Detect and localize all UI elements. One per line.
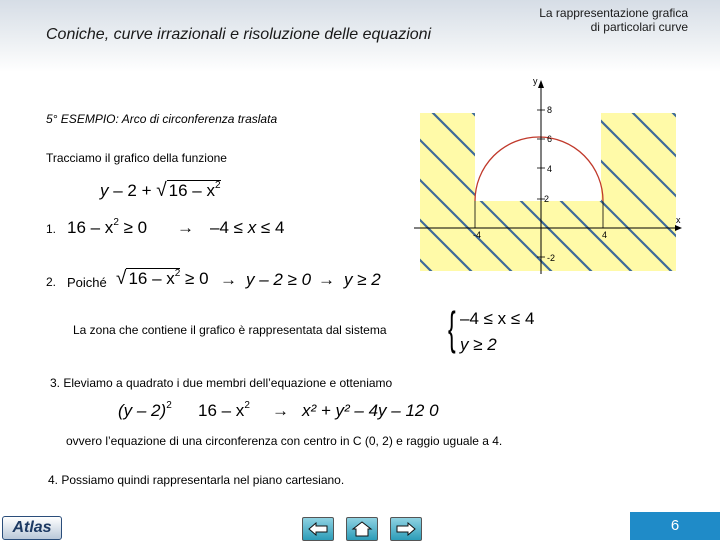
- subtitle-line-1: La rappresentazione grafica: [539, 6, 688, 20]
- atlas-logo: Atlas: [2, 516, 62, 540]
- step3-arrow: →: [272, 401, 289, 420]
- step3-text: 3. Eleviamo a quadrato i due membri dell’equazione e otteniamo: [50, 376, 393, 390]
- step1-number: 1.: [46, 222, 57, 236]
- y-tick-8: 8: [547, 105, 553, 115]
- y-axis-arrow: [538, 80, 544, 88]
- y-axis-label: y: [533, 76, 538, 86]
- step2-expression: y – 2 ≥ 0: [246, 270, 312, 289]
- step3-explanation: ovvero l’equazione di una circonferenza con centro in C (0, 2) e raggio uguale a 4.: [66, 434, 503, 448]
- y-tick-2: 2: [544, 194, 550, 204]
- y-tick-6: 6: [547, 134, 553, 144]
- example-title: 5° ESEMPIO: Arco di circonferenza traslata: [46, 112, 278, 126]
- step1-result: –4 ≤ x ≤ 4: [210, 218, 285, 237]
- x-axis-arrow: [675, 225, 682, 231]
- x-axis-label: x: [676, 215, 681, 225]
- arrow-left-icon: [307, 522, 329, 536]
- system-text: La zona che contiene il grafico è rappresentata dal sistema: [73, 323, 387, 337]
- step2-arrow-1: →: [220, 270, 237, 289]
- step4-text: 4. Possiamo quindi rappresentarla nel piano cartesiano.: [48, 473, 345, 487]
- next-button[interactable]: [390, 517, 422, 541]
- subtitle-line-2: di particolari curve: [590, 20, 688, 34]
- step2-word: Poiché: [67, 275, 107, 290]
- step1-inequality: $16 - x^2 \ge 0$: [67, 217, 148, 237]
- step2-inequality: √ $16 - x^2 \ge 0$: [116, 268, 209, 289]
- system-line-1: –4 ≤ x ≤ 4: [460, 309, 535, 328]
- step3-lhs: (y – 2)$^2$: [118, 400, 172, 420]
- function-equation: y – 2 + √ $16 - x^2$: [100, 180, 221, 201]
- system-line-2: y ≥ 2: [460, 335, 497, 354]
- step2-result: y ≥ 2: [344, 270, 381, 289]
- hatch-line: [220, 100, 410, 290]
- page-number: 6: [630, 512, 720, 540]
- y-tick-4: 4: [547, 164, 553, 174]
- step2-arrow-2: →: [318, 270, 335, 289]
- slide-title: Coniche, curve irrazionali e risoluzione delle equazioni: [46, 26, 432, 43]
- step3-circle-equation: x² + y² – 4y – 12 0: [302, 401, 439, 420]
- system-brace: {: [448, 302, 456, 354]
- hatch-line: [700, 100, 720, 290]
- prev-button[interactable]: [302, 517, 334, 541]
- step3-mid: $16 - x^2$: [198, 400, 250, 420]
- intro-text: Tracciamo il grafico della funzione: [46, 151, 227, 165]
- y-tick-neg2: -2: [547, 253, 556, 263]
- x-tick-neg4: -4: [473, 230, 482, 240]
- home-icon: [351, 521, 373, 537]
- step1-arrow: →: [177, 218, 194, 237]
- step2-number: 2.: [46, 275, 57, 289]
- arrow-right-icon: [395, 522, 417, 536]
- home-button[interactable]: [346, 517, 378, 541]
- x-tick-4: 4: [602, 230, 608, 240]
- bounded-zone-cover: [475, 113, 601, 201]
